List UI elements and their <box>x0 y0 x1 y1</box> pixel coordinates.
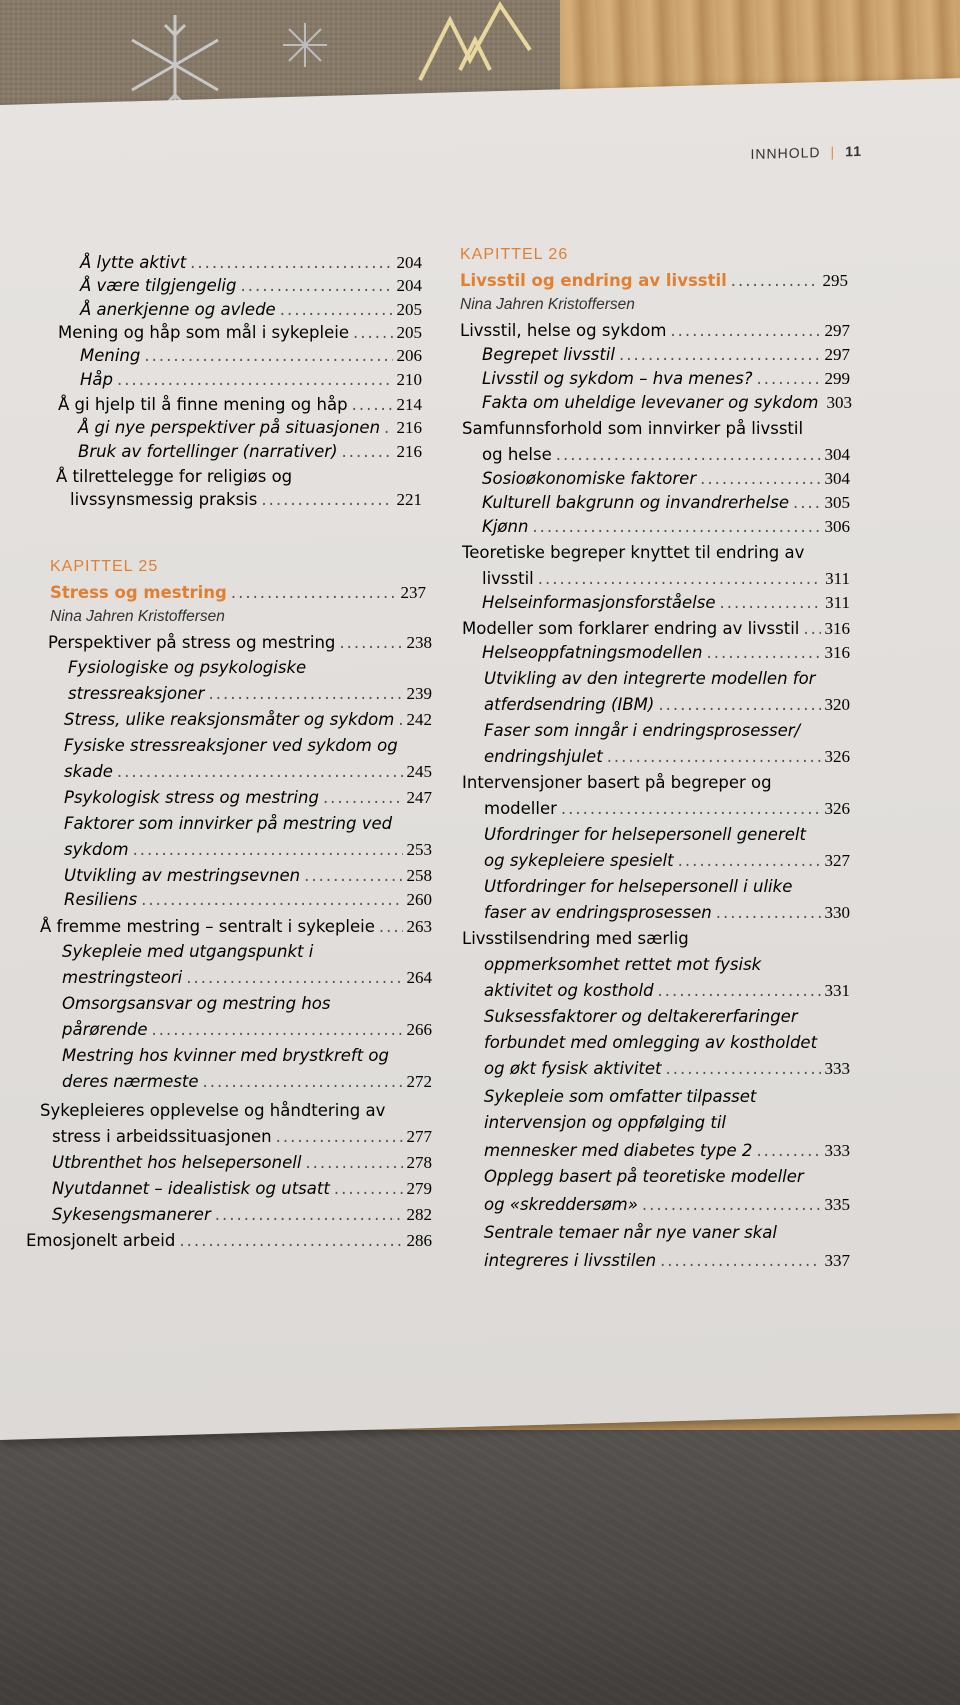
dot-leader <box>658 694 820 716</box>
toc-entry <box>62 967 432 989</box>
entry-title: Livsstil og sykdom – hva menes? <box>482 368 753 388</box>
toc-entry <box>462 928 697 950</box>
dot-leader <box>756 1140 820 1162</box>
toc-entry <box>462 618 850 640</box>
entry-title: Modeller som forklarer endring av livsstil <box>462 619 800 639</box>
entry-title: livsstil <box>482 568 534 588</box>
entry-page-number: 258 <box>406 866 432 886</box>
entry-title: Resiliens <box>64 890 138 910</box>
toc-entry <box>484 1032 825 1054</box>
entry-page-number: 266 <box>406 1020 432 1040</box>
entry-title: sykdom <box>64 840 129 860</box>
dot-leader <box>203 1071 403 1093</box>
dot-leader <box>384 417 392 439</box>
toc-entry <box>26 1230 432 1252</box>
entry-title: Psykologisk stress og mestring <box>64 788 319 808</box>
toc-entry <box>482 344 850 366</box>
entry-title: aktivitet og kosthold <box>484 980 654 1000</box>
toc-entry <box>64 761 432 783</box>
entry-page-number: 247 <box>406 788 432 808</box>
entry-page-number: 210 <box>396 369 422 389</box>
dot-leader <box>666 1058 821 1080</box>
toc-entry <box>64 889 432 911</box>
toc-entry <box>460 270 848 292</box>
toc-entry <box>482 368 850 390</box>
entry-page-number: 221 <box>396 490 422 510</box>
toc-entry <box>484 1222 785 1244</box>
entry-title: Fakta om uheldige levevaner og sykdom <box>482 392 819 412</box>
toc-entry <box>62 993 338 1015</box>
toc-entry <box>80 275 422 297</box>
toc-entry <box>40 916 432 938</box>
entry-title: Sykepleie med utgangspunkt i <box>62 942 314 962</box>
dot-leader <box>660 1250 820 1272</box>
toc-entry <box>482 568 850 590</box>
toc-entry <box>482 642 850 664</box>
entry-title: Ufordringer for helsepersonell generelt <box>484 824 806 844</box>
dot-leader <box>670 320 820 342</box>
entry-title: Utvikling av mestringsevnen <box>64 866 301 886</box>
toc-entry <box>50 582 426 604</box>
dot-leader <box>304 865 402 887</box>
toc-entry <box>484 1166 812 1188</box>
toc-entry <box>62 1045 397 1067</box>
entry-title: deres nærmeste <box>62 1072 199 1092</box>
toc-entry <box>484 876 800 898</box>
entry-page-number: 272 <box>406 1072 432 1092</box>
entry-page-number: 337 <box>824 1250 850 1270</box>
entry-title: Utfordringer for helsepersonell i ulike <box>484 876 793 896</box>
entry-title: Emosjonelt arbeid <box>26 1231 176 1251</box>
entry-page-number: 297 <box>824 344 850 364</box>
entry-title: Utbrenthet hos helsepersonell <box>52 1152 302 1172</box>
toc-entry <box>484 1112 734 1134</box>
running-header <box>751 143 862 162</box>
entry-page-number: 206 <box>396 345 422 365</box>
entry-page-number: 214 <box>396 394 422 414</box>
dot-leader <box>678 850 821 872</box>
entry-page-number: 326 <box>824 798 850 818</box>
dot-leader <box>261 489 392 511</box>
toc-entry <box>52 1204 432 1226</box>
entry-page-number: 253 <box>406 840 432 860</box>
entry-page-number: 245 <box>406 762 432 782</box>
toc-entry <box>482 516 850 538</box>
toc-entry <box>68 683 432 705</box>
entry-page-number: 311 <box>825 592 850 612</box>
dot-leader <box>398 709 402 731</box>
dot-leader <box>240 275 392 297</box>
toc-entry <box>482 444 850 466</box>
dot-leader <box>141 889 402 911</box>
dot-leader <box>117 761 403 783</box>
entry-title: Fysiske stressreaksjoner ved sykdom og <box>64 736 398 756</box>
dot-leader <box>556 444 821 466</box>
dot-leader <box>642 1194 821 1216</box>
entry-title: Nyutdannet – idealistisk og utsatt <box>52 1178 330 1198</box>
entry-title: intervensjon og oppfølging til <box>484 1112 727 1132</box>
dot-leader <box>305 1152 402 1174</box>
toc-entry <box>462 772 780 794</box>
entry-title: Stress, ulike reaksjonsmåter og sykdom <box>64 710 395 730</box>
entry-page-number: 216 <box>396 418 422 438</box>
entry-title: mennesker med diabetes type 2 <box>484 1140 753 1160</box>
dot-leader <box>208 683 402 705</box>
dot-leader <box>190 252 392 274</box>
dot-leader <box>117 369 393 391</box>
entry-page-number: 239 <box>406 684 432 704</box>
gold-star-ornament-icon <box>400 0 550 90</box>
toc-entry <box>484 1058 850 1080</box>
header-page-number: 11 <box>845 142 862 160</box>
dot-leader <box>334 1178 403 1200</box>
entry-title: modeller <box>484 798 557 818</box>
toc-entry <box>484 1250 850 1272</box>
entry-title: og «skreddersøm» <box>484 1194 638 1214</box>
entry-page-number: 282 <box>406 1204 432 1224</box>
entry-page-number: 242 <box>406 710 432 730</box>
entry-page-number: 326 <box>824 746 850 766</box>
entry-title: atferdsendring (IBM) <box>484 694 655 714</box>
entry-title: og økt fysisk aktivitet <box>484 1058 662 1078</box>
entry-title: og helse <box>482 444 552 464</box>
entry-page-number: 304 <box>824 444 850 464</box>
toc-entry <box>58 394 422 416</box>
entry-title: Begrepet livsstil <box>482 344 615 364</box>
toc-entry <box>78 441 422 463</box>
dot-leader <box>658 980 821 1002</box>
toc-entry <box>484 668 823 690</box>
entry-title: faser av endringsprosessen <box>484 902 712 922</box>
dot-leader <box>619 344 821 366</box>
toc-entry <box>62 1071 432 1093</box>
entry-title: stress i arbeidssituasjonen <box>52 1126 272 1146</box>
entry-title: Opplegg basert på teoretiske modeller <box>484 1166 804 1186</box>
entry-page-number: 305 <box>824 492 850 512</box>
toc-entry <box>58 322 422 344</box>
toc-entry <box>484 798 850 820</box>
toc-entry <box>482 492 850 514</box>
entry-page-number: 279 <box>406 1178 432 1198</box>
toc-entry <box>80 299 422 321</box>
entry-page-number: 205 <box>396 322 422 342</box>
entry-page-number: 304 <box>824 468 850 488</box>
dot-leader <box>231 582 397 604</box>
toc-entry <box>484 694 850 716</box>
dot-leader <box>532 516 820 538</box>
entry-page-number: 316 <box>824 642 850 662</box>
entry-title: Å være tilgjengelig <box>80 275 237 295</box>
entry-title: Sykepleie som omfatter tilpasset <box>484 1086 757 1106</box>
entry-page-number: 331 <box>824 980 850 1000</box>
toc-entry <box>62 1019 432 1041</box>
entry-title: Håp <box>80 369 113 389</box>
entry-title: Livsstilsendring med særlig <box>462 929 689 949</box>
toc-entry <box>482 592 850 614</box>
toc-entry <box>80 369 422 391</box>
toc-entry <box>484 980 850 1002</box>
toc-entry <box>484 824 814 846</box>
entry-title: Suksessfaktorer og deltakererfaringer <box>484 1006 798 1026</box>
dot-leader <box>353 322 393 344</box>
toc-entry <box>484 1140 850 1162</box>
dot-leader <box>186 967 402 989</box>
entry-title: Perspektiver på stress og mestring <box>48 632 336 652</box>
toc-entry <box>80 345 422 367</box>
dot-leader <box>144 345 392 367</box>
entry-page-number: 278 <box>406 1152 432 1172</box>
header-section: INNHOLD <box>750 144 821 163</box>
entry-title: Kulturell bakgrunn og invandrerhelse <box>482 492 790 512</box>
entry-title: Sykesengsmanerer <box>52 1204 211 1224</box>
dot-leader <box>280 299 393 321</box>
small-snowflake-icon <box>280 20 330 70</box>
entry-page-number: 320 <box>824 694 850 714</box>
entry-title: Mening og håp som mål i sykepleie <box>58 322 349 342</box>
entry-page-number: 330 <box>824 902 850 922</box>
toc-entry <box>70 489 422 511</box>
toc-entry <box>484 850 850 872</box>
entry-title: Sykepleieres opplevelse og håndtering av <box>40 1101 386 1121</box>
entry-page-number: 327 <box>824 850 850 870</box>
dot-leader <box>719 592 821 614</box>
dot-leader <box>607 746 821 768</box>
entry-title: Faktorer som innvirker på mestring ved <box>64 814 393 834</box>
dot-leader <box>342 441 393 463</box>
toc-entry <box>48 632 432 654</box>
dot-leader <box>700 468 820 490</box>
entry-title: forbundet med omlegging av kostholdet <box>484 1032 818 1052</box>
toc-entry <box>64 813 400 835</box>
dot-leader <box>215 1204 403 1226</box>
chapter-label: KAPITTEL 25 <box>50 557 159 575</box>
entry-title: integreres i livsstilen <box>484 1250 657 1270</box>
dot-leader <box>716 902 821 924</box>
entry-title: Å gi hjelp til å finne mening og håp <box>58 394 348 414</box>
entry-page-number: 277 <box>406 1126 432 1146</box>
dot-leader <box>276 1126 403 1148</box>
toc-entry <box>64 709 432 731</box>
toc-entry <box>460 320 850 342</box>
entry-page-number: 204 <box>396 252 422 272</box>
dot-leader <box>352 394 393 416</box>
entry-title: Helseoppfatningsmodellen <box>482 642 703 662</box>
entry-title: Livsstil, helse og sykdom <box>460 321 667 341</box>
dot-leader <box>339 632 402 654</box>
entry-title: livssynsmessig praksis <box>70 490 258 510</box>
toc-entry <box>80 252 422 274</box>
toc-entry <box>64 839 432 861</box>
entry-page-number: 333 <box>824 1058 850 1078</box>
entry-title: Å fremme mestring – sentralt i sykepleie <box>40 917 375 937</box>
entry-title: oppmerksomhet rettet mot fysisk <box>484 954 762 974</box>
toc-entry <box>462 542 812 564</box>
toc-entry <box>52 1178 432 1200</box>
toc-entry <box>482 468 850 490</box>
toc-entry <box>462 418 811 440</box>
toc-entry <box>52 1126 432 1148</box>
entry-title: Mestring hos kvinner med brystkreft og <box>62 1046 390 1066</box>
entry-page-number: 311 <box>825 568 850 588</box>
header-separator: | <box>830 143 836 160</box>
entry-title: skade <box>64 762 113 782</box>
toc-entry <box>64 735 406 757</box>
dot-leader <box>151 1019 402 1041</box>
toc-entry <box>64 787 432 809</box>
entry-title: Fysiologiske og psykologiske <box>68 658 307 678</box>
entry-title: Kjønn <box>482 516 529 536</box>
dot-leader <box>706 642 820 664</box>
entry-title: Utvikling av den integrerte modellen for <box>484 668 816 688</box>
entry-title: Mening <box>80 345 141 365</box>
chapter-label: KAPITTEL 26 <box>460 246 569 264</box>
toc-entry <box>78 417 422 439</box>
chapter-author: Nina Jahren Kristoffersen <box>50 607 225 625</box>
grey-leather-surface <box>0 1430 960 1705</box>
dot-leader <box>379 916 403 938</box>
entry-title: Teoretiske begreper knyttet til endring av <box>462 543 805 563</box>
entry-title: Å gi nye perspektiver på situasjonen <box>78 418 381 438</box>
entry-title: Faser som inngår i endringsprosesser/ <box>484 720 801 740</box>
entry-page-number: 237 <box>400 582 426 602</box>
entry-page-number: 260 <box>406 890 432 910</box>
entry-page-number: 333 <box>824 1140 850 1160</box>
entry-title: og sykepleiere spesielt <box>484 850 674 870</box>
dot-leader <box>561 798 821 820</box>
toc-entry <box>484 902 850 924</box>
entry-page-number: 204 <box>396 275 422 295</box>
toc-entry <box>482 392 853 414</box>
entry-title: Intervensjoner basert på begreper og <box>462 773 772 793</box>
entry-page-number: 264 <box>406 968 432 988</box>
entry-page-number: 303 <box>826 392 853 412</box>
toc-entry <box>64 865 432 887</box>
toc-entry <box>484 1086 764 1108</box>
entry-title: Helseinformasjonsforståelse <box>482 592 716 612</box>
entry-page-number: 297 <box>824 321 850 341</box>
dot-leader <box>133 839 403 861</box>
entry-page-number: 238 <box>406 632 432 652</box>
entry-page-number: 263 <box>406 917 432 937</box>
entry-title: Omsorgsansvar og mestring hos <box>62 994 331 1014</box>
dot-leader <box>757 368 821 390</box>
entry-title: Livsstil og endring av livsstil <box>460 271 727 291</box>
toc-entry <box>484 1006 806 1028</box>
dot-leader <box>179 1230 402 1252</box>
chapter-author: Nina Jahren Kristoffersen <box>460 296 635 314</box>
entry-title: Samfunnsforhold som innvirker på livsstil <box>462 419 804 439</box>
toc-entry <box>52 1152 432 1174</box>
entry-page-number: 316 <box>824 619 850 639</box>
toc-entry <box>484 1194 850 1216</box>
dot-leader <box>731 270 819 292</box>
entry-page-number: 299 <box>824 368 850 388</box>
entry-title: pårørende <box>62 1020 148 1040</box>
dot-leader <box>803 618 820 640</box>
entry-title: Bruk av fortellinger (narrativer) <box>78 442 338 462</box>
toc-entry <box>62 941 321 963</box>
dot-leader <box>793 492 820 514</box>
entry-page-number: 205 <box>396 299 422 319</box>
entry-title: Sentrale temaer når nye vaner skal <box>484 1222 777 1242</box>
toc-entry <box>484 746 850 768</box>
toc-entry <box>68 657 314 679</box>
dot-leader <box>538 568 821 590</box>
entry-title: endringshjulet <box>484 746 603 766</box>
entry-title: Stress og mestring <box>50 582 227 602</box>
entry-title: stressreaksjoner <box>68 684 205 704</box>
toc-entry <box>40 1100 393 1122</box>
entry-page-number: 216 <box>396 442 422 462</box>
entry-page-number: 335 <box>824 1194 850 1214</box>
entry-page-number: 286 <box>406 1231 432 1251</box>
entry-title: mestringsteori <box>62 968 183 988</box>
entry-title: Å anerkjenne og avlede <box>80 299 276 319</box>
entry-title: Sosioøkonomiske faktorer <box>482 468 697 488</box>
entry-title: Å tilrettelegge for religiøs og <box>56 466 293 486</box>
toc-entry <box>484 720 808 742</box>
toc-entry <box>56 466 300 488</box>
toc-entry <box>484 954 769 976</box>
entry-title: Å lytte aktivt <box>80 252 187 272</box>
dot-leader <box>323 787 403 809</box>
entry-page-number: 306 <box>824 516 850 536</box>
entry-page-number: 295 <box>822 271 848 291</box>
